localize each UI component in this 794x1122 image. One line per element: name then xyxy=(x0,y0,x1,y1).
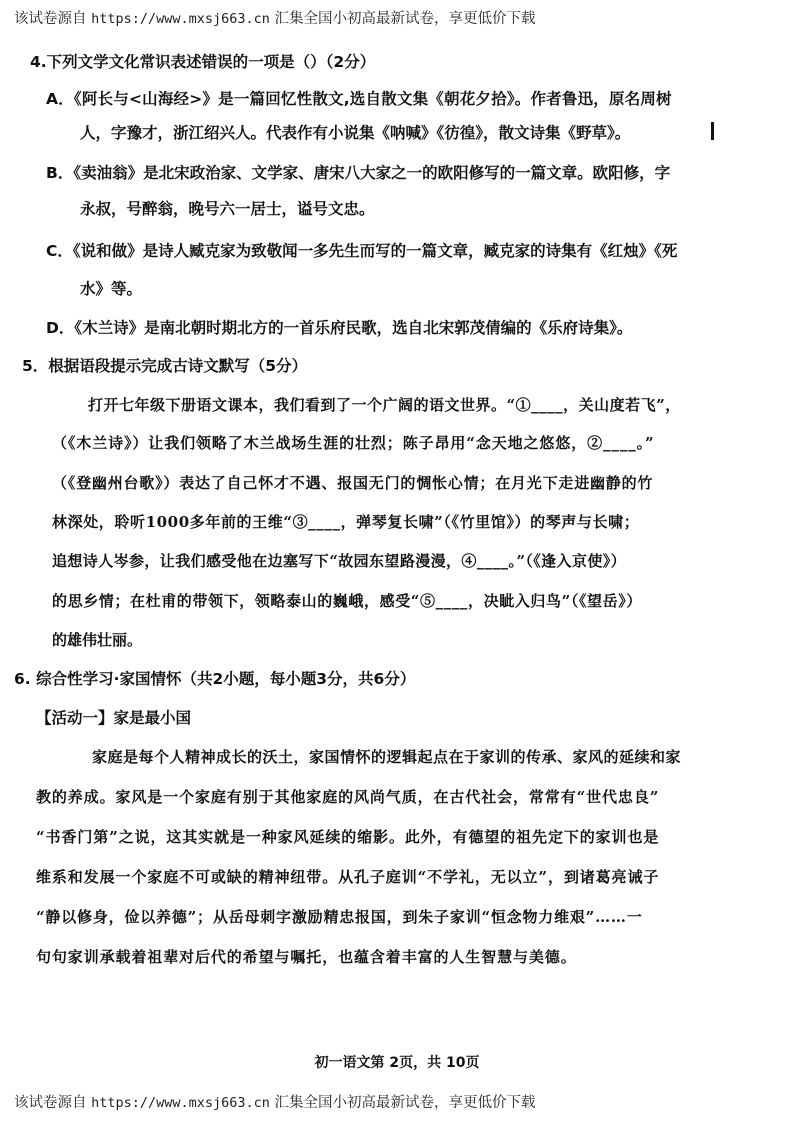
q4-option-d: D．《木兰诗》是南北朝时期北方的一首乐府民歌，选自北宋郭茂倩编的《乐府诗集》。 xyxy=(46,319,633,337)
q4-option-c-line1: C．《说和做》是诗人臧克家为致敬闻一多先生而写的一篇文章，臧克家的诗集有《红烛》《死 xyxy=(46,242,678,260)
q4-stem: 4.下列文学文化常识表述错误的一项是（）（2分） xyxy=(30,53,376,71)
notice-url[interactable]: https://www.mxsj663.cn xyxy=(91,11,270,27)
q6-paragraph-line-3: “书香门第”之说，这其实就是一种家风延续的缩影。此外，有德望的祖先定下的家训也是 xyxy=(36,828,660,846)
q6-paragraph-line-5: “静以修身，俭以养德”；从岳母刺字激励精忠报国，到朱子家训“恒念物力维艰”……一 xyxy=(36,908,643,926)
q5-line-4: 林深处，聆听1000多年前的王维“③____，弹琴复长啸”（《竹里馆》）的琴声与长啸； xyxy=(52,513,640,531)
notice-prefix: 该试卷源自 xyxy=(14,11,87,27)
q6-activity-title: 【活动一】家是最小国 xyxy=(36,709,192,727)
q6-paragraph-line-4: 维系和发展一个家庭不可或缺的精神纽带。从孔子庭训“不学礼，无以立”，到诸葛亮诫子 xyxy=(36,868,660,886)
q5-line-2: （《木兰诗》）让我们领略了木兰战场生涯的壮烈；陈子昂用“念天地之悠悠，②____。” xyxy=(52,434,655,452)
q6-paragraph-line-2: 教的养成。家风是一个家庭有别于其他家庭的风尚气质，在古代社会，常常有“世代忠良” xyxy=(36,788,660,806)
text-cursor-mark xyxy=(711,122,714,140)
q5-line-7: 的雄伟壮丽。 xyxy=(52,631,143,649)
q4-option-a-line2: 人，字豫才，浙江绍兴人。代表作有小说集《呐喊》《彷徨》，散文诗集《野草》。 xyxy=(80,124,631,142)
q5-line-1: 打开七年级下册语文课本，我们看到了一个广阔的语文世界。“①____，关山度若飞”， xyxy=(88,396,681,414)
q6-stem: 6. 综合性学习·家国情怀（共2小题，每小题3分，共6分） xyxy=(14,670,416,688)
q5-line-5: 追想诗人岑参，让我们感受他在边塞写下“故园东望路漫漫，④____。”（《逢入京使》） xyxy=(52,552,627,570)
source-notice-bottom xyxy=(14,1093,784,1113)
notice-url[interactable]: https://www.mxsj663.cn xyxy=(91,1095,270,1111)
q5-line-6: 的思乡情；在杜甫的带领下，领略泰山的巍峨，感受“⑤____，决眦入归鸟”（《望岳》） xyxy=(52,592,642,610)
q5-line-3: （《登幽州台歌》）表达了自己怀才不遇、报国无门的惆怅心情；在月光下走进幽静的竹 xyxy=(52,474,654,492)
notice-suffix: 汇集全国小初高最新试卷，享更低价下载 xyxy=(274,1095,536,1111)
q6-paragraph-line-6: 句句家训承载着祖辈对后代的希望与嘱托，也蕴含着丰富的人生智慧与美德。 xyxy=(36,948,577,966)
q4-option-c-line2: 水》等。 xyxy=(80,280,143,298)
q5-stem: 5．根据语段提示完成古诗文默写（5分） xyxy=(22,357,308,375)
page-footer: 初一语文第 2页，共 10页 xyxy=(314,1055,480,1071)
source-notice-top xyxy=(14,9,784,29)
notice-suffix: 汇集全国小初高最新试卷，享更低价下载 xyxy=(274,11,536,27)
q4-option-b-line2: 永叔，号醉翁，晚号六一居士，谥号文忠。 xyxy=(80,200,375,218)
q6-paragraph-line-1: 家庭是每个人精神成长的沃土，家国情怀的逻辑起点在于家训的传承、家风的延续和家 xyxy=(92,748,682,766)
q4-option-a-line1: A．《阿长与<山海经>》是一篇回忆性散文,选自散文集《朝花夕拾》。作者鲁迅，原名周树 xyxy=(46,90,672,108)
q4-option-b-line1: B．《卖油翁》是北宋政治家、文学家、唐宋八大家之一的欧阳修写的一篇文章。欧阳修，字 xyxy=(46,164,671,182)
notice-prefix: 该试卷源自 xyxy=(14,1095,87,1111)
